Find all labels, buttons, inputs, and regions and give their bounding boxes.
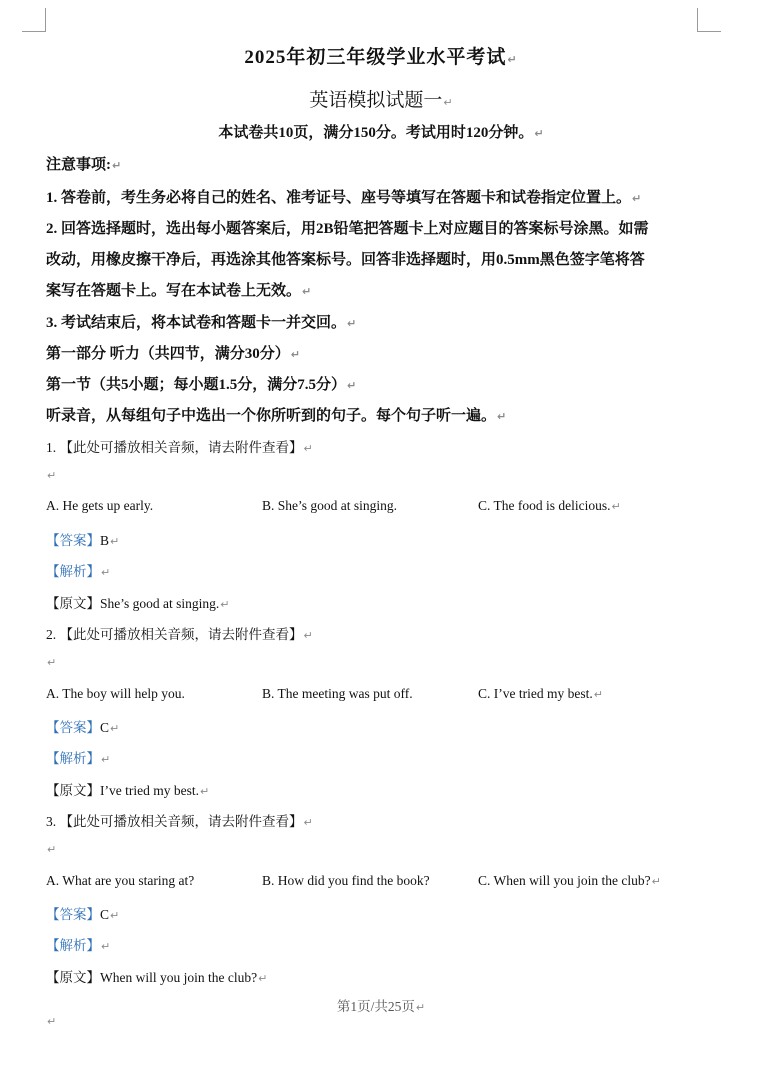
notice-item-3: 3. 考试结束后，将本试卷和答题卡一并交回。↵ [46, 315, 357, 331]
crop-mark-top-left-vertical [45, 8, 46, 32]
question-2-analysis: 【解析】↵ [46, 751, 111, 766]
crop-mark-top-right [697, 31, 721, 32]
question-2-prompt: 2. 【此处可播放相关音频，请去附件查看】↵ [46, 627, 313, 642]
question-3-prompt: 3. 【此处可播放相关音频，请去附件查看】↵ [46, 814, 313, 829]
question-3-option-b: B. How did you find the book? [262, 873, 430, 888]
question-1-option-a: A. He gets up early. [46, 498, 154, 513]
question-3-option-c: C. When will you join the club?↵ [478, 873, 661, 888]
question-1-prompt: 1. 【此处可播放相关音频，请去附件查看】↵ [46, 440, 313, 455]
notice-heading: 注意事项:↵ [46, 157, 122, 173]
empty-paragraph: ↵ [47, 1015, 57, 1028]
empty-paragraph: ↵ [47, 843, 57, 856]
question-3-option-a: A. What are you staring at? [46, 873, 195, 888]
question-2-option-c: C. I’ve tried my best.↵ [478, 686, 603, 701]
question-3-answer: 【答案】C↵ [46, 907, 120, 922]
question-2-option-b: B. The meeting was put off. [262, 686, 413, 701]
exam-title: 2025年初三年级学业水平考试↵ [244, 47, 518, 68]
question-1-analysis: 【解析】↵ [46, 564, 111, 579]
crop-mark-top-left [22, 31, 46, 32]
section1-heading: 第一节（共5小题；每小题1.5分，满分7.5分）↵ [46, 377, 357, 393]
question-1-original: 【原文】She’s good at singing.↵ [46, 596, 230, 611]
question-2-answer: 【答案】C↵ [46, 720, 120, 735]
exam-info: 本试卷共10页，满分150分。考试用时120分钟。↵ [218, 125, 544, 141]
notice-item-1: 1. 答卷前，考生务必将自己的姓名、准考证号、座号等填写在答题卡和试卷指定位置上。↵ [46, 190, 642, 206]
question-3-analysis: 【解析】↵ [46, 938, 111, 953]
empty-paragraph: ↵ [47, 656, 57, 669]
notice-item-2-line-3: 案写在答题卡上。写在本试卷上无效。↵ [46, 283, 312, 299]
section1-instruction: 听录音，从每组句子中选出一个你所听到的句子。每个句子听一遍。↵ [46, 408, 507, 424]
question-2-option-a: A. The boy will help you. [46, 686, 185, 701]
part1-heading: 第一部分 听力（共四节，满分30分）↵ [46, 346, 300, 362]
question-2-original: 【原文】I’ve tried my best.↵ [46, 783, 210, 798]
question-1-option-b: B. She’s good at singing. [262, 498, 398, 513]
question-1-option-c: C. The food is delicious.↵ [478, 498, 621, 513]
question-3-original: 【原文】When will you join the club?↵ [46, 970, 268, 985]
exam-subtitle: 英语模拟试题一↵ [309, 90, 453, 111]
empty-paragraph: ↵ [47, 469, 57, 482]
notice-item-2-line-1: 2. 回答选择题时，选出每小题答案后，用2B铅笔把答题卡上对应题目的答案标号涂黑。如需 [46, 221, 649, 237]
page-footer: 第1页/共25页↵ [336, 999, 426, 1014]
notice-item-2-line-2: 改动，用橡皮擦干净后，再选涂其他答案标号。回答非选择题时，用0.5mm黑色签字笔将答 [46, 252, 645, 268]
crop-mark-top-right-vertical [697, 8, 698, 32]
question-1-answer: 【答案】B↵ [46, 533, 120, 548]
